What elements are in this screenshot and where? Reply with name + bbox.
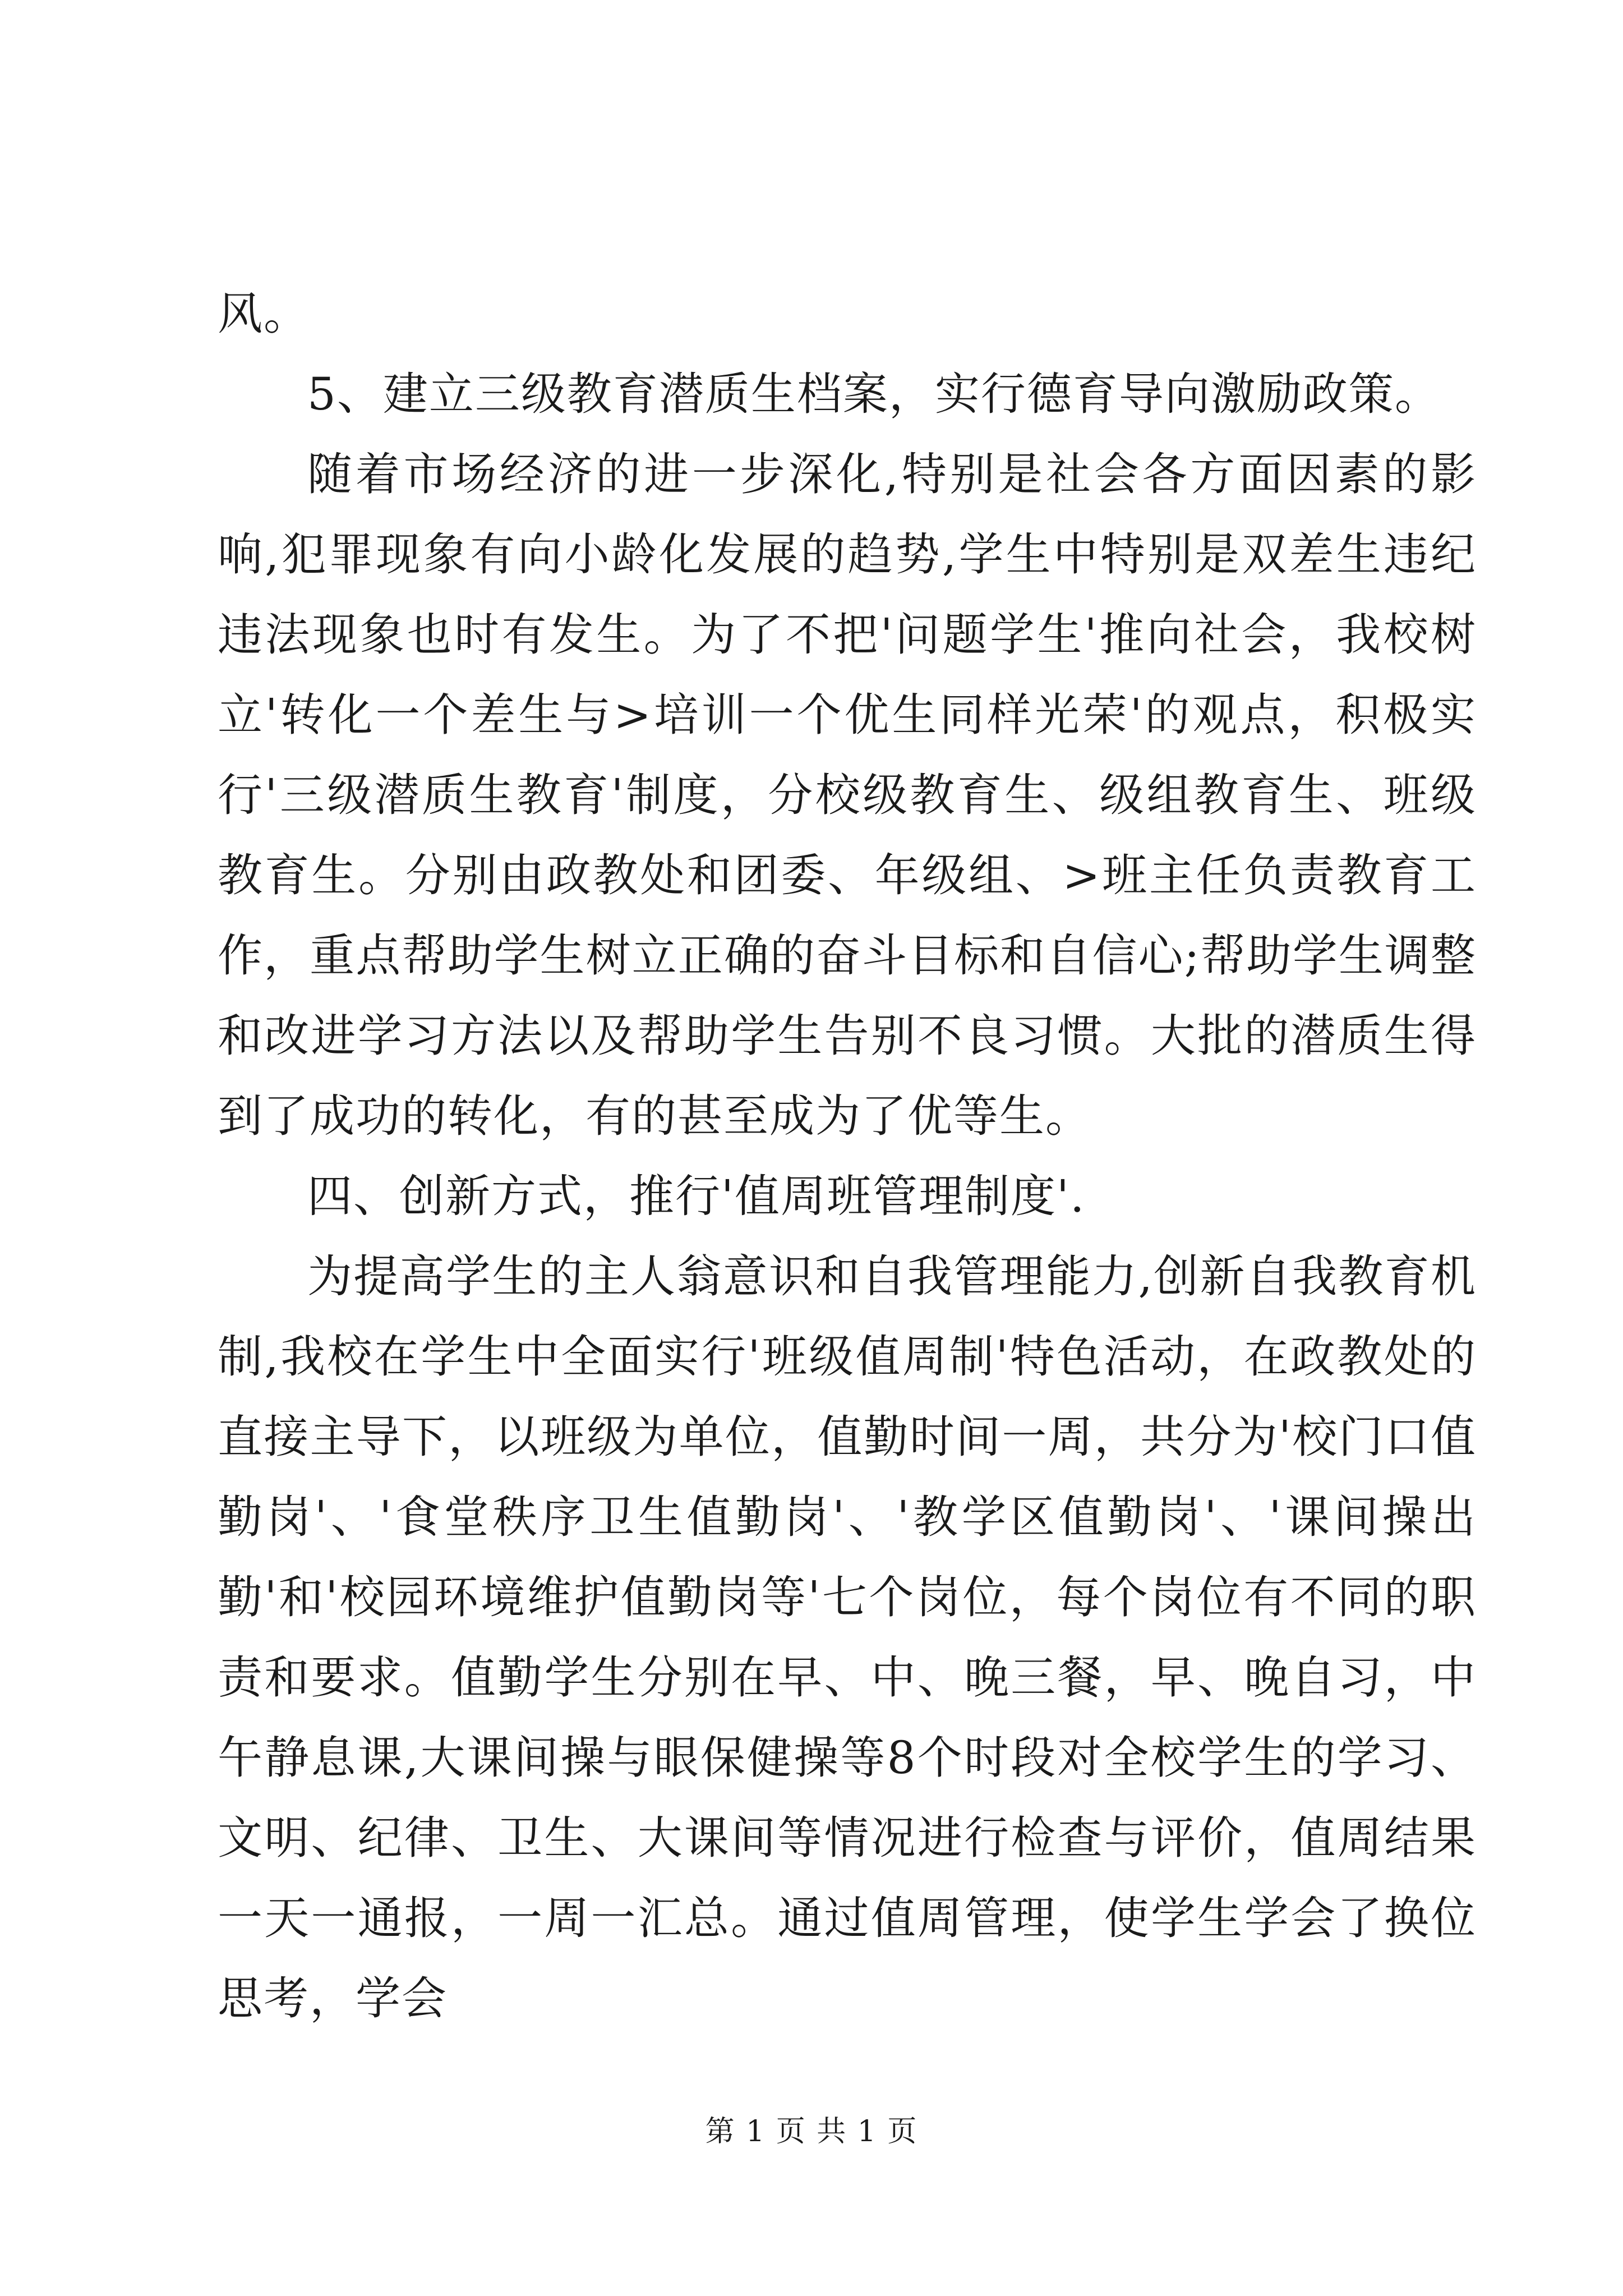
paragraph-continuation: 风。 bbox=[218, 288, 310, 340]
paragraph-duty-week: 为提高学生的主人翁意识和自我管理能力,创新自我教育机制,我校在学生中全面实行'班级值周制'特色活动，在政教处的直接主导下，以班级为单位，值勤时间一周，共分为'校门口值勤岗'、'食堂秩序卫生值勤岗'、'教学区值勤岗'、'课间操出勤'和'校园环境维护值勤岗等'七个岗位，每个岗位有不同的职责和要求。值勤学生分别在早、中、晚三餐，早、晚自习，中午静息课,大课间操与眼保健操等8个时段对全校学生的学习、文明、纪律、卫生、大课间等情况进行检查与评价，值周结果一天一通报，一周一汇总。通过值周管理，使学生学会了换位思考，学会 bbox=[218, 1250, 1477, 2024]
paragraph-heading-5: 5、建立三级教育潜质生档案，实行德育导向激励政策。 bbox=[307, 368, 1441, 420]
paragraph-heading-4: 四、创新方式，推行'值周班管理制度'. bbox=[307, 1170, 1086, 1222]
page-number-footer: 第 1 页 共 1 页 bbox=[705, 2115, 918, 2148]
paragraph-potential-students: 随着市场经济的进一步深化,特别是社会各方面因素的影响,犯罪现象有向小龄化发展的趋势,学生中特别是双差生违纪违法现象也时有发生。为了不把'问题学生'推向社会，我校树立'转化一个差生与>培训一个优生同样光荣'的观点，积极实行'三级潜质生教育'制度，分校级教育生、级组教育生、班级教育生。分别由政教处和团委、年级组、>班主任负责教育工作，重点帮助学生树立正确的奋斗目标和自信心;帮助学生调整和改进学习方法以及帮助学生告别不良习惯。大批的潜质生得到了成功的转化，有的甚至成为了优等生。 bbox=[218, 448, 1477, 1142]
document-body bbox=[218, 274, 1477, 2039]
